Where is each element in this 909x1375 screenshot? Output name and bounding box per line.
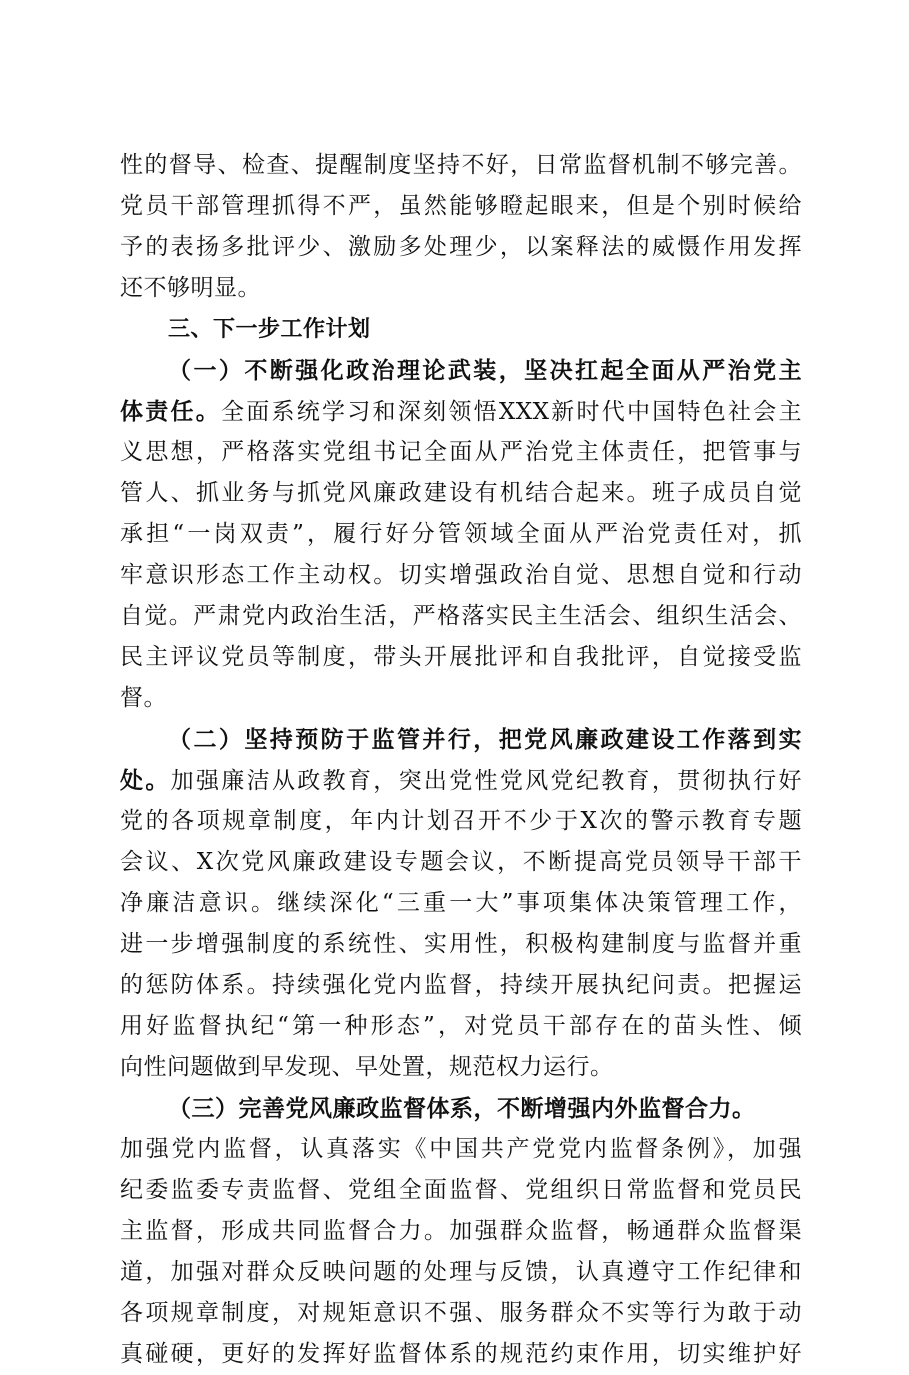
paragraph-line: 牢意识形态工作主动权。切实增强政治自觉、思想自觉和行动 xyxy=(120,562,802,588)
subsection-title-1: （一）不断强化政治理论武装，坚决扛起全面从严治党主 xyxy=(168,357,802,384)
paragraph-line: 主监督，形成共同监督合力。加强群众监督，畅通群众监督渠 xyxy=(120,1218,802,1244)
document-page xyxy=(120,145,802,1375)
paragraph-line: 性的督导、检查、提醒制度坚持不好，日常监督机制不够完善。 xyxy=(120,152,802,178)
subsection-title-2: （二）坚持预防于监管并行，把党风廉政建设工作落到实 xyxy=(168,726,802,753)
paragraph-line: 民主评议党员等制度，带头开展批评和自我批评，自觉接受监 xyxy=(120,644,802,670)
paragraph-line: 义思想，严格落实党组书记全面从严治党主体责任，把管事与 xyxy=(120,439,802,465)
paragraph-line: 道，加强对群众反映问题的处理与反馈，认真遵守工作纪律和 xyxy=(120,1259,802,1285)
paragraph-line: 督。 xyxy=(120,685,167,711)
paragraph-line: 用好监督执纪“第一种形态”，对党员干部存在的苗头性、倾 xyxy=(120,1013,802,1039)
paragraph-line: 真碰硬，更好的发挥好监督体系的规范约束作用，切实维护好 xyxy=(120,1341,802,1367)
paragraph-line: 加强党内监督，认真落实《中国共产党党内监督条例》，加强 xyxy=(120,1136,802,1162)
paragraph-line: 承担“一岗双责”，履行好分管领域全面从严治党责任对，抓 xyxy=(120,521,802,547)
paragraph-line: 体责任。全面系统学习和深刻领悟XXX新时代中国特色社会主 xyxy=(120,398,803,425)
paragraph-line: 还不够明显。 xyxy=(120,275,261,301)
paragraph-line: 党的各项规章制度，年内计划召开不少于X次的警示教育专题 xyxy=(120,808,802,834)
paragraph-line: 向性问题做到早发现、早处置，规范权力运行。 xyxy=(120,1054,614,1080)
paragraph-line: 处。加强廉洁从政教育，突出党性党风党纪教育，贯彻执行好 xyxy=(120,767,803,794)
paragraph-line: 净廉洁意识。继续深化“三重一大”事项集体决策管理工作， xyxy=(120,890,802,916)
paragraph-line: 纪委监委专责监督、党组全面监督、党组织日常监督和党员民 xyxy=(120,1177,802,1203)
paragraph-line: 的惩防体系。持续强化党内监督，持续开展执纪问责。把握运 xyxy=(120,972,802,998)
paragraph-line: 进一步增强制度的系统性、实用性，积极构建制度与监督并重 xyxy=(120,931,802,957)
paragraph-line: 自觉。严肃党内政治生活，严格落实民主生活会、组织生活会、 xyxy=(120,603,802,629)
paragraph-line: 会议、X次党风廉政建设专题会议，不断提高党员领导干部干 xyxy=(120,849,802,875)
paragraph-line: 予的表扬多批评少、激励多处理少，以案释法的威慑作用发挥 xyxy=(120,234,802,260)
paragraph-line: 管人、抓业务与抓党风廉政建设有机结合起来。班子成员自觉 xyxy=(120,480,802,506)
section-heading: 三、下一步工作计划 xyxy=(168,317,371,342)
subsection-title-3: （三）完善党风廉政监督体系，不断增强内外监督合力。 xyxy=(168,1095,756,1122)
paragraph-line: 各项规章制度，对规矩意识不强、服务群众不实等行为敢于动 xyxy=(120,1300,802,1326)
paragraph-line: 党员干部管理抓得不严，虽然能够瞪起眼来，但是个别时候给 xyxy=(120,193,802,219)
